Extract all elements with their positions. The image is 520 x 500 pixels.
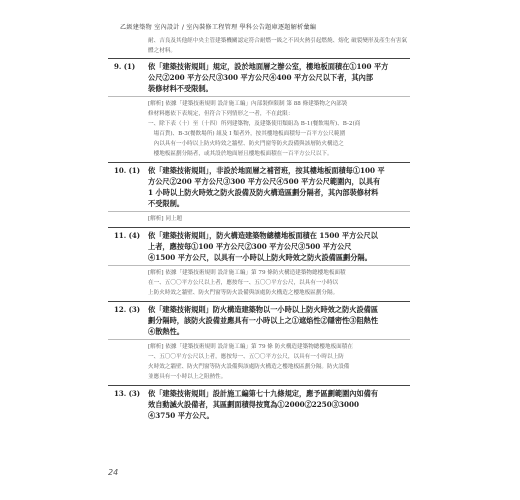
question-text: 依「建築技術規則」規定，設於地面層之辦公室，樓地板面積在①100 平方 公尺②200 平方公尺③300 平方公尺④400 平方公尺以下者，其內部 裝修材料不受限制。	[148, 62, 389, 93]
question-number: 9. (1)	[114, 62, 136, 71]
question-text: 依「建築技術規則」防火構造建築物以一小時以上防火時效之防火設備區 劃分隔時，該防火設備並應具有一小時以上之①遮焰性②隱密性③阻熱性 ④散熱性。	[148, 305, 379, 336]
question-number: 11. (4)	[114, 231, 141, 240]
running-header: 乙級建築物 室內設計 / 室內裝修工程管理 學科公告題庫逐題解析彙編	[120, 24, 317, 31]
question-number: 13. (3)	[114, 389, 141, 398]
question-text: 依「建築技術規則」，防火構造建築物總樓地板面積在 1500 平方公尺以 上者，應按每①100 平方公尺②300 平方公尺③500 平方公尺 ④1500 平方公尺，以具有一小時以上防火時效之防火設備區劃分隔。	[148, 231, 378, 262]
question-text: 依「建築技術規則」設計施工編第七十九條規定，應予區劃範圍內如備有 效自動滅火設備者，其區劃面積得按寬為①2000②2250③3000 ④3750 平方公尺。	[148, 389, 379, 420]
page-number: 24	[108, 468, 119, 477]
explanation-12: [解析] 依據「建築技術規則 設計施工編」第 79 條 防火構造建築物總樓地板面積在 一、五〇〇平方公尺以上者，應按每一、五〇〇平方公尺，以具有一小時以上防 火時效之牆壁、防火門窗等防火設備與該處防火構造之樓地板區劃分隔。防火設備 並應具有一小時以上之阻熱性。	[108, 339, 410, 385]
intro-text: 耐、吉良及其他經中央主管建築機關認定符合耐燃一級之不因火熱引起燃燒、熔化 破裂變形及產生有害氣體之材料。	[148, 38, 408, 54]
explanation-9: [解析] 依據「建築技術規則 設計施工編」內部裝修限制 第 88 條建築物之內部裝 修材料應依下表規定，但符合下列情形之一者，不在此限： 一、除下表（十）至（十四）所列建築物，及建築使用類組為 B-1(餐飲場所)、B-2(商 場百貨)、B-3(餐飲場所) 組及 I 類者外，按其樓地板面積每一百平方公尺範圍 內以具有一小時以上防火時效之牆壁、防火門窗等防火設備與該層防火構造之 樓地板區劃分隔者，或其設於地面層且樓地板面積在一百平方公尺以下。	[108, 96, 410, 162]
explanation-10: [解析] 同上題	[108, 211, 410, 227]
question-page	[108, 36, 410, 423]
question-11	[108, 227, 410, 265]
question-10	[108, 162, 410, 211]
question-number: 12. (3)	[114, 305, 141, 314]
question-number: 10. (1)	[114, 166, 141, 175]
question-text: 依「建築技術規則」，非設於地面層之補習班，按其樓地板面積每①100 平 方公尺②200 平方公尺③300 平方公尺④500 平方公尺範圍內，以具有 1 小時以上防火時效之防火設備及防火構造區劃分隔者，其內部裝修材料 不受限制。	[148, 166, 385, 208]
explanation-11: [解析] 依據「建築技術規則 設計施工編」第 79 條防火構造建築物總樓地板面積 在一、五〇〇平方公尺以上者，應按每一、五〇〇平方公尺，以具有一小時以 上防火時效之牆壁、防火門窗等防火設備與該處防火構造之樓地板區劃分隔。	[108, 265, 410, 301]
question-9	[108, 58, 410, 96]
question-12	[108, 301, 410, 339]
question-13	[108, 385, 410, 423]
